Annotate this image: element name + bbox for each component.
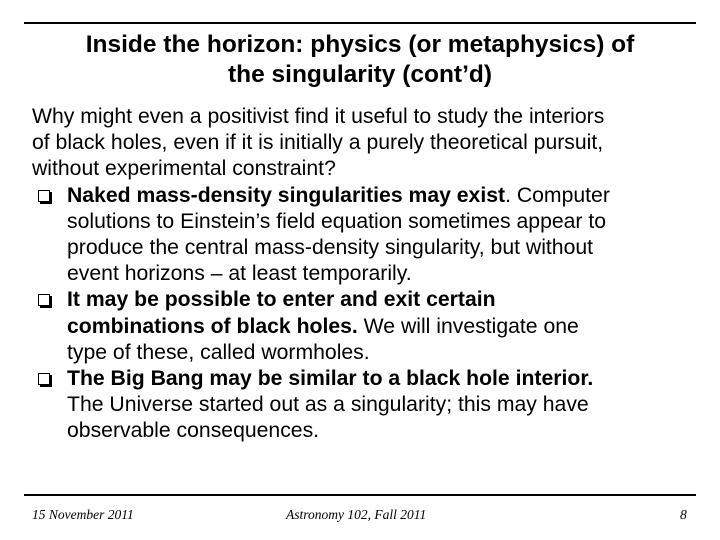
bullet-3-line-3: observable consequences. xyxy=(67,419,320,443)
intro-paragraph xyxy=(32,104,702,183)
bullet-item-1 xyxy=(32,183,702,288)
bullet-item-3 xyxy=(32,366,702,445)
bullet-item-2 xyxy=(32,287,702,366)
intro-line-3: without experimental constraint? xyxy=(32,157,336,181)
bottom-rule xyxy=(24,494,696,496)
bullet-1-bold: Naked mass-density singularities may exist xyxy=(67,183,506,207)
title-line-1: Inside the horizon: physics (or metaphysics) of xyxy=(85,31,635,58)
bullet-1-line-1-rest: . Computer xyxy=(505,183,610,207)
intro-line-1: Why might even a positivist find it useful to study the interiors xyxy=(32,105,605,128)
bullet-2-line-3: type of these, called wormholes. xyxy=(67,340,370,364)
bullet-1-line-3: produce the central mass-density singularity, but without xyxy=(67,236,594,260)
checkbox-bullet-icon xyxy=(38,294,50,306)
slide-body xyxy=(32,104,702,445)
bullet-1-line-4: event horizons – at least temporarily. xyxy=(67,262,412,286)
footer-page-number: 8 xyxy=(680,507,687,522)
footer-course: Astronomy 102, Fall 2011 xyxy=(286,507,427,522)
bullet-2-bold-line-2: combinations of black holes. xyxy=(67,314,358,338)
bullet-3-bold: The Big Bang may be similar to a black hole interior. xyxy=(67,367,594,391)
bullet-1-line-2: solutions to Einstein’s field equation sometimes appear to xyxy=(67,209,607,233)
bullet-3-line-2: The Universe started out as a singularity; this may have xyxy=(67,393,589,417)
title-line-2: the singularity (cont’d) xyxy=(227,61,493,88)
checkbox-bullet-icon xyxy=(38,373,50,385)
bullet-2-line-2-rest: We will investigate one xyxy=(357,314,579,338)
intro-line-2: of black holes, even if it is initially a purely theoretical pursuit, xyxy=(32,131,604,155)
bullet-2-bold-line-1: It may be possible to enter and exit certain xyxy=(67,288,496,312)
checkbox-bullet-icon xyxy=(38,190,50,202)
top-rule xyxy=(24,22,696,24)
footer-date: 15 November 2011 xyxy=(32,507,134,522)
slide-title xyxy=(24,30,696,90)
